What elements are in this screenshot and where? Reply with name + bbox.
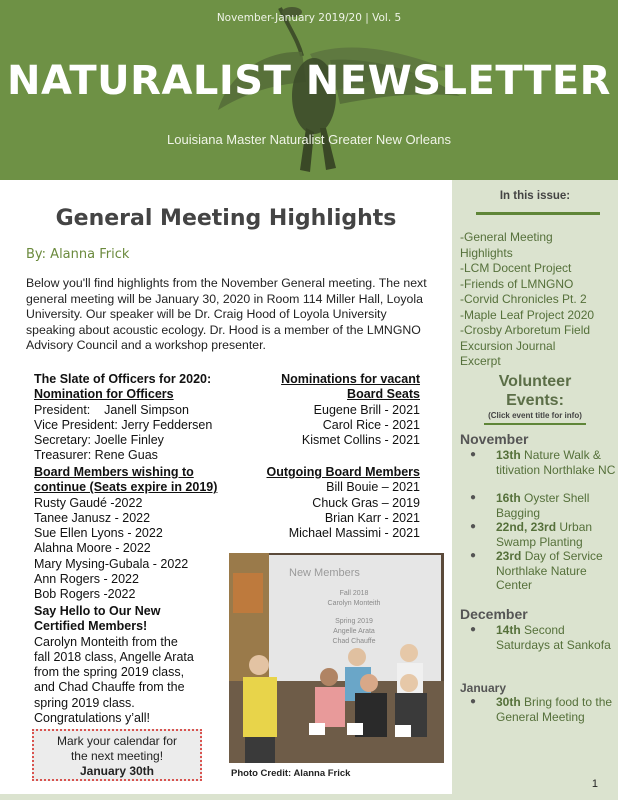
event-date[interactable]: 16th xyxy=(496,491,521,505)
issue-item: Excursion Journal xyxy=(460,338,556,353)
issue-item: -Crosby Arboretum Field xyxy=(460,323,591,337)
event-date[interactable]: 22nd, 23rd xyxy=(496,520,557,534)
calendar-date: January 30th xyxy=(79,764,155,778)
event-title[interactable]: Nature Walk & titivation Northlake NC xyxy=(496,448,616,477)
month-december: December xyxy=(460,606,528,622)
new-members-line: spring 2019 class. xyxy=(34,695,135,710)
event-title[interactable]: Second Saturdays at Sankofa xyxy=(496,623,611,652)
event-date[interactable]: 23rd xyxy=(496,549,522,563)
slide-title: New Members xyxy=(289,567,360,579)
continuing-members-block xyxy=(34,465,244,603)
in-this-issue-heading: In this issue: xyxy=(499,190,571,202)
event-title[interactable]: Day of Service Northlake Nature Center xyxy=(496,549,603,592)
footer-bar xyxy=(0,794,618,800)
continuing-line: Tanee Janusz - 2022 xyxy=(34,510,151,525)
event-title[interactable]: Urban Swamp Planting xyxy=(496,520,593,549)
photo-credit: Photo Credit: Alanna Frick xyxy=(231,768,351,779)
vacant-subheading: Board Seats xyxy=(347,387,420,402)
outgoing-line: Brian Karr - 2021 xyxy=(324,510,420,525)
vacant-line: Kismet Collins - 2021 xyxy=(301,433,420,448)
volunteer-heading-line: Volunteer xyxy=(498,373,572,390)
outgoing-line: Bill Bouie – 2021 xyxy=(326,480,420,495)
continuing-line: Ann Rogers - 2022 xyxy=(34,572,139,587)
issue-item: -LCM Docent Project xyxy=(460,261,572,275)
event-title[interactable]: Oyster Shell Bagging xyxy=(496,491,590,520)
article-byline: By: Alanna Frick xyxy=(26,247,130,262)
calendar-line: the next meeting! xyxy=(70,749,164,763)
bullet-icon: ● xyxy=(470,492,477,503)
officers-block xyxy=(34,372,259,464)
issue-item: -Corvid Chronicles Pt. 2 xyxy=(460,292,587,306)
click-note: (Click event title for info) xyxy=(488,411,582,420)
slide-line xyxy=(289,609,419,617)
continuing-line: Alahna Moore - 2022 xyxy=(34,541,151,556)
event-title[interactable]: Bring food to the General Meeting xyxy=(496,695,613,724)
vacant-seats-block xyxy=(238,372,420,448)
slide-text xyxy=(289,567,419,647)
new-members-line: fall 2018 class, Angelle Arata xyxy=(34,649,194,664)
new-members-heading: Say Hello to Our New xyxy=(34,604,161,618)
vacant-line: Carol Rice - 2021 xyxy=(322,417,420,432)
new-members-subheading: Certified Members! xyxy=(34,619,148,634)
slide-line: Fall 2018 xyxy=(339,590,369,597)
vacant-line: Eugene Brill - 2021 xyxy=(313,402,420,417)
issue-date-volume: November-January 2019/20 | Vol. 5 xyxy=(216,12,402,24)
month-january: January xyxy=(460,681,507,695)
sidebar xyxy=(452,180,618,800)
issue-item: -General Meeting xyxy=(460,230,553,244)
slide-line: Carolyn Monteith xyxy=(327,600,381,607)
continuing-subheading: continue (Seats expire in 2019) xyxy=(34,480,218,495)
slide-line: Spring 2019 xyxy=(335,618,373,625)
new-members-line: Carolyn Monteith from the xyxy=(34,634,178,649)
slide-line: Angelle Arata xyxy=(333,628,375,635)
header-banner xyxy=(0,0,618,180)
continuing-line: Rusty Gaudé -2022 xyxy=(34,495,143,510)
volunteer-heading-line: Events: xyxy=(506,392,564,409)
officer-line: President: Janell Simpson xyxy=(34,402,189,417)
bullet-icon: ● xyxy=(470,521,477,532)
issue-item: -Friends of LMNGNO xyxy=(460,276,574,291)
month-november: November xyxy=(460,431,529,447)
article-intro: Below you'll find highlights from the November General meeting. The next general meeting will be January 30, 2020 in Room 114 Miller Hall, Loyola University. Our speaker will be Dr. Craig Hood of Loyola University speaking about acoustic ecology. Dr. Hood is a member of the LMNGNO Advisory Council and a workshop presenter. xyxy=(26,276,427,352)
continuing-heading: Board Members wishing to xyxy=(34,465,194,479)
event-date[interactable]: 13th xyxy=(496,448,521,462)
officers-heading: The Slate of Officers for 2020: xyxy=(34,372,212,386)
continuing-line: Bob Rogers -2022 xyxy=(34,587,136,602)
officer-line: Vice President: Jerry Feddersen xyxy=(34,417,213,432)
calendar-reminder-box xyxy=(32,729,202,781)
sidebar-divider xyxy=(476,212,600,215)
outgoing-line: Michael Massimi - 2021 xyxy=(288,526,420,541)
volunteer-events-heading xyxy=(452,372,618,410)
organization-tagline: Louisiana Master Naturalist Greater New Orleans xyxy=(167,132,451,147)
bullet-icon: ● xyxy=(470,696,477,707)
article-title: General Meeting Highlights xyxy=(55,206,397,231)
issue-contents-list xyxy=(460,230,616,370)
slide-line: Chad Chauffe xyxy=(332,638,376,645)
new-members-line: Congratulations y’all! xyxy=(34,711,151,726)
sidebar-divider xyxy=(484,423,586,425)
newsletter-masthead: NATURALIST NEWSLETTER xyxy=(7,58,611,104)
bullet-icon: ● xyxy=(470,624,477,635)
issue-item: Excerpt xyxy=(460,354,501,368)
officers-subheading: Nomination for Officers xyxy=(34,387,174,402)
event-date[interactable]: 14th xyxy=(496,623,521,637)
event-date[interactable]: 30th xyxy=(496,695,521,709)
new-members-photo xyxy=(229,553,444,763)
calendar-line: Mark your calendar for xyxy=(56,734,178,748)
outgoing-members-block xyxy=(244,465,420,541)
new-members-line: from the spring 2019 class, xyxy=(34,665,185,680)
vacant-heading: Nominations for vacant xyxy=(281,372,420,386)
bullet-icon: ● xyxy=(470,449,477,460)
continuing-line: Sue Ellen Lyons - 2022 xyxy=(34,526,163,541)
outgoing-line: Chuck Gras – 2019 xyxy=(312,495,420,510)
issue-item: Highlights xyxy=(460,245,513,260)
bullet-icon: ● xyxy=(470,550,477,561)
new-members-block xyxy=(34,604,229,726)
continuing-line: Mary Mysing-Gubala - 2022 xyxy=(34,556,189,571)
outgoing-heading: Outgoing Board Members xyxy=(266,465,420,479)
new-members-line: and Chad Chauffe from the xyxy=(34,680,185,695)
officer-line: Secretary: Joelle Finley xyxy=(34,433,164,448)
officer-line: Treasurer: Rene Guas xyxy=(34,448,158,463)
page-number: 1 xyxy=(591,778,598,790)
issue-item: -Maple Leaf Project 2020 xyxy=(460,307,595,322)
